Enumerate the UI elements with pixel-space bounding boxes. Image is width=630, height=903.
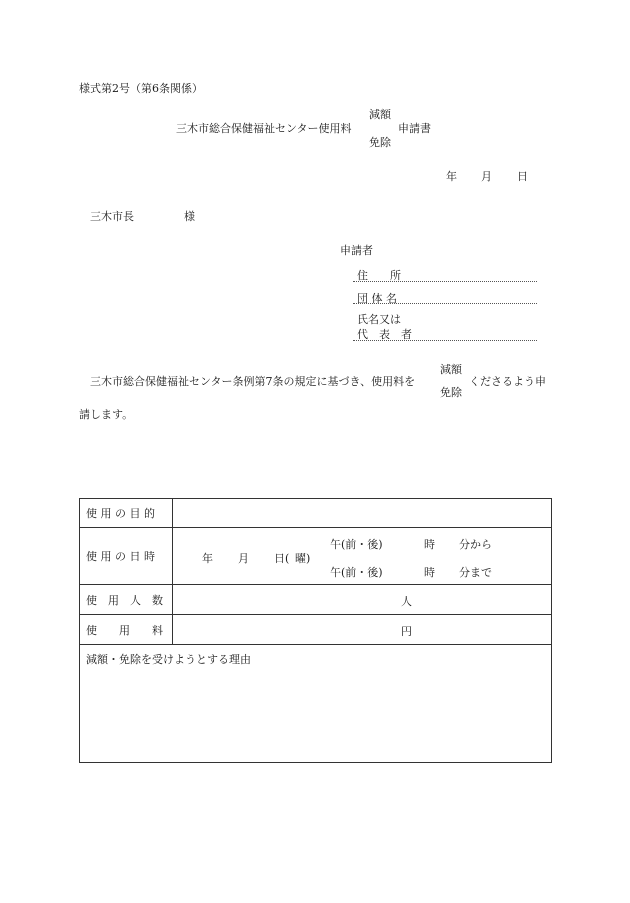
people-label-cell — [80, 585, 173, 615]
end-ampm: 午(前・後) — [330, 566, 383, 579]
date-day-label: 日( — [274, 552, 290, 565]
body-line1-prefix: 三木市総合保健福祉センター条例第7条の規定に基づき、使用料を — [90, 375, 416, 388]
usage-table — [79, 498, 552, 763]
applicant-group-label: 団 体 名 — [357, 292, 397, 305]
title-option-exemption: 免除 — [369, 136, 391, 149]
date-day: 日 — [517, 170, 528, 183]
start-ampm: 午(前・後) — [330, 538, 383, 551]
date-year: 年 — [446, 170, 457, 183]
start-minute: 分から — [459, 538, 492, 551]
title-option-reduction: 減額 — [369, 108, 391, 121]
body-option-exemption: 免除 — [440, 386, 462, 399]
fee-label-cell — [80, 615, 173, 645]
addressee-name: 三木市長 — [90, 210, 134, 223]
end-hour: 時 — [424, 566, 435, 579]
addressee-honorific: 様 — [184, 210, 195, 223]
reason-label: 減額・免除を受けようとする理由 — [86, 653, 251, 666]
body-line2: 請します。 — [79, 408, 134, 421]
date-weekday-label: 曜) — [295, 552, 311, 565]
purpose-label: 使 用 の 目 的 — [86, 507, 155, 520]
fee-unit: 円 — [401, 625, 412, 638]
fee-label: 使 用 料 — [86, 623, 163, 637]
applicant-name-label-line1: 氏名又は — [357, 313, 401, 326]
title-prefix: 三木市総合保健福祉センター使用料 — [176, 122, 352, 135]
datetime-label: 使 用 の 日 時 — [86, 550, 155, 563]
applicant-address-field[interactable] — [353, 281, 537, 282]
reason-cell[interactable] — [80, 645, 552, 763]
purpose-value-cell[interactable] — [173, 499, 552, 528]
row-fee — [80, 615, 552, 645]
form-number: 様式第2号（第6条関係） — [79, 82, 203, 95]
applicant-name-field[interactable] — [353, 340, 537, 341]
applicant-group-field[interactable] — [353, 303, 537, 304]
datetime-label-cell — [80, 528, 173, 585]
date-year-label: 年 — [202, 552, 213, 565]
people-unit: 人 — [401, 595, 412, 608]
start-hour: 時 — [424, 538, 435, 551]
row-datetime — [80, 528, 552, 585]
body-line1-suffix: くださるよう申 — [469, 375, 546, 388]
people-value-cell[interactable] — [173, 585, 552, 615]
datetime-value-cell[interactable] — [173, 528, 552, 585]
row-reason — [80, 645, 552, 763]
purpose-label-cell — [80, 499, 173, 528]
body-option-reduction: 減額 — [440, 363, 462, 376]
title-suffix: 申請書 — [398, 122, 431, 135]
fee-value-cell[interactable] — [173, 615, 552, 645]
applicant-name-label-line2: 代 表 者 — [357, 328, 412, 341]
people-label: 使 用 人 数 — [86, 593, 163, 607]
applicant-address-label: 住 所 — [357, 269, 401, 282]
date-month-label: 月 — [238, 552, 249, 565]
date-month: 月 — [481, 170, 492, 183]
applicant-heading: 申請者 — [340, 244, 373, 257]
row-purpose — [80, 499, 552, 528]
end-minute: 分まで — [459, 566, 492, 579]
row-people — [80, 585, 552, 615]
